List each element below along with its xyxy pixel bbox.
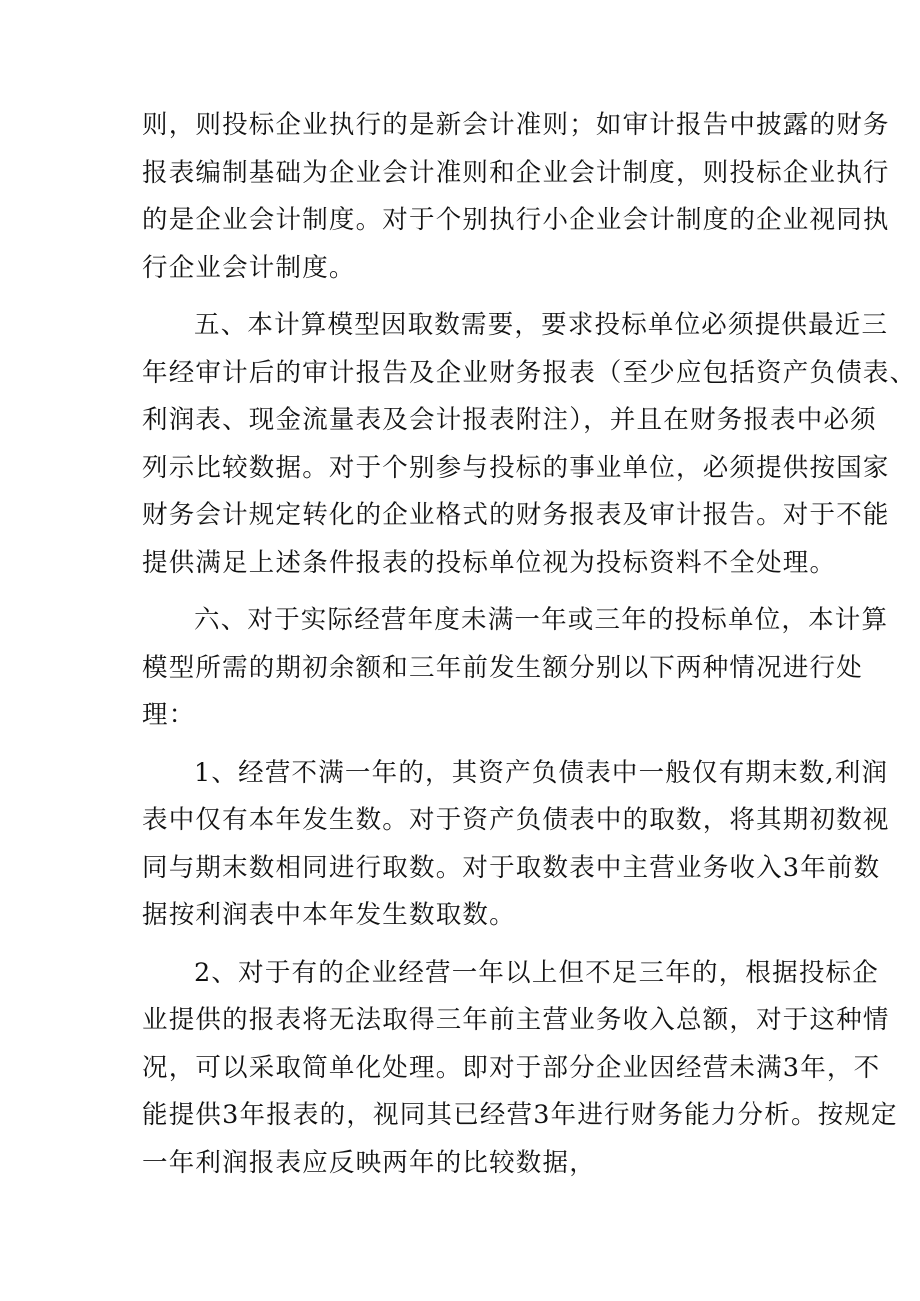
text-line: 1、经营不满一年的，其资产负债表中一般仅有期末数,利润 <box>194 757 889 788</box>
text-line: 一年利润报表应反映两年的比较数据， <box>142 1147 596 1178</box>
text-line: 利润表、现金流量表及会计报表附注），并且在财务报表中必须 <box>142 405 877 435</box>
paragraph-item-2 <box>142 950 898 1188</box>
body-text <box>142 102 917 1187</box>
text-line: 能提供3年报表的，视同其已经营3年进行财务能力分析。按规定 <box>142 1100 898 1130</box>
paragraph-six <box>142 597 889 740</box>
paragraph-five <box>142 302 917 587</box>
text-line: 模型所需的期初余额和三年前发生额分别以下两种情况进行处 <box>142 652 863 683</box>
text-line: 五、本计算模型因取数需要，要求投标单位必须提供最近三 <box>194 310 889 340</box>
text-line: 财务会计规定转化的企业格式的财务报表及审计报告。对于不能 <box>142 500 890 530</box>
text-line: 况，可以采取简单化处理。即对于部分企业因经营未满3年，不 <box>142 1052 881 1083</box>
text-line: 理： <box>142 700 196 730</box>
text-line: 业提供的报表将无法取得三年前主营业务收入总额，对于这种情 <box>142 1005 890 1035</box>
text-line: 列示比较数据。对于个别参与投标的事业单位，必须提供按国家 <box>142 452 890 483</box>
text-line: 则，则投标企业执行的是新会计准则；如审计报告中披露的财务 <box>142 110 890 140</box>
text-line: 据按利润表中本年发生数取数。 <box>142 900 516 930</box>
text-line: 年经审计后的审计报告及企业财务报表（至少应包括资产负债表、 <box>142 357 917 388</box>
text-line: 2、对于有的企业经营一年以上但不足三年的，根据投标企 <box>194 957 879 988</box>
text-line: 提供满足上述条件报表的投标单位视为投标资料不全处理。 <box>142 547 837 578</box>
paragraph-continuation <box>142 102 890 292</box>
text-line: 的是企业会计制度。对于个别执行小企业会计制度的企业视同执 <box>142 205 890 235</box>
text-line: 行企业会计制度。 <box>142 252 356 283</box>
text-line: 表中仅有本年发生数。对于资产负债表中的取数，将其期初数视 <box>142 805 890 835</box>
text-line: 报表编制基础为企业会计准则和企业会计制度，则投标企业执行 <box>142 157 890 188</box>
text-line: 同与期末数相同进行取数。对于取数表中主营业务收入3年前数 <box>142 852 881 883</box>
paragraph-item-1 <box>142 750 890 940</box>
text-line: 六、对于实际经营年度未满一年或三年的投标单位，本计算 <box>194 605 889 635</box>
